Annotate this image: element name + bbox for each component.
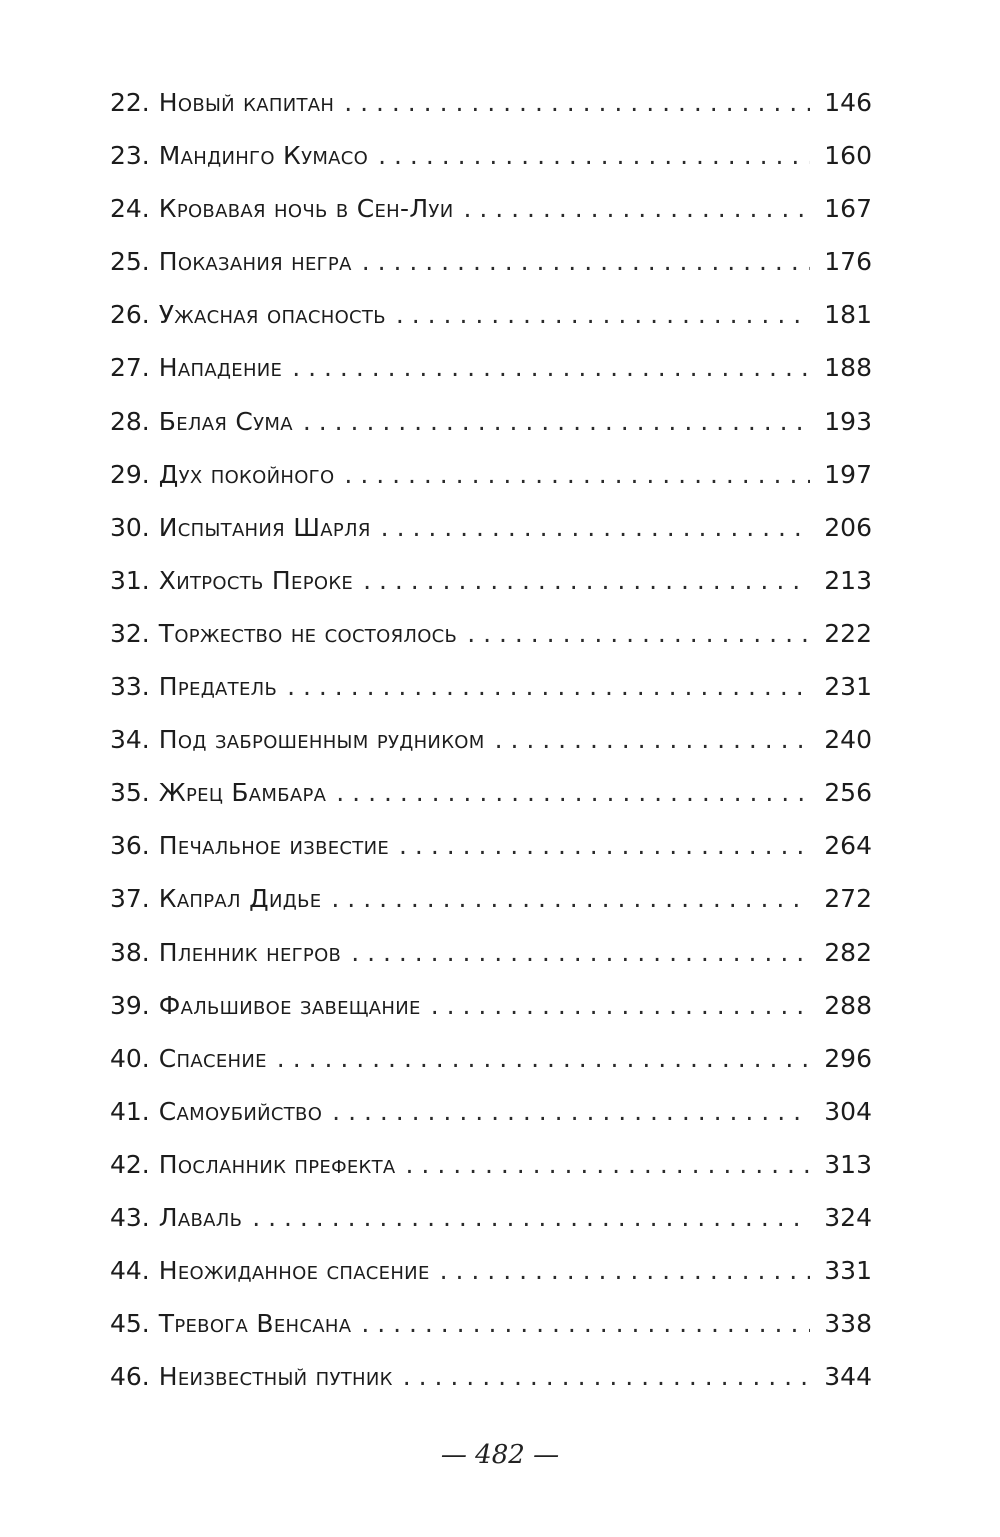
chapter-page-number: 167 [824,194,872,224]
dot-leader [378,129,810,182]
dot-leader [440,1244,811,1297]
chapter-page-number: 331 [824,1256,872,1286]
chapter-page-number: 313 [824,1149,872,1179]
chapter-number: 24. [110,194,150,224]
dot-leader [292,341,810,394]
chapter-number: 44. [110,1256,150,1286]
toc-entry [110,448,872,501]
toc-entry [110,766,872,819]
toc-entry [110,1085,872,1138]
chapter-title: Под заброшенным рудником [158,725,485,755]
dot-leader [287,660,810,713]
chapter-page-number: 344 [824,1362,872,1392]
chapter-title: Самоубийство [158,1096,323,1126]
chapter-number: 35. [110,778,150,808]
chapter-page-number: 282 [824,937,872,967]
dot-leader [277,1032,810,1085]
toc-entry [110,235,872,288]
dot-leader [331,872,810,925]
chapter-page-number: 146 [824,88,872,117]
chapter-page-number: 197 [824,459,872,489]
chapter-number: 43. [110,1202,150,1232]
toc-entry [110,872,872,925]
chapter-number: 32. [110,618,150,648]
toc-entry [110,1350,872,1403]
chapter-title: Пленник негров [158,937,342,967]
dot-leader [467,607,810,660]
dot-leader [344,76,810,129]
toc-entry [110,554,872,607]
chapter-title: Дух покойного [158,459,335,489]
chapter-page-number: 296 [824,1043,872,1073]
toc-entry [110,607,872,660]
dot-leader [336,766,810,819]
chapter-title: Нападение [158,353,283,383]
toc-entry [110,341,872,394]
chapter-title: Торжество не состоялось [158,618,458,648]
chapter-number: 46. [110,1362,150,1392]
chapter-title: Посланник префекта [158,1149,396,1179]
chapter-number: 37. [110,884,150,914]
toc-entry [110,1244,872,1297]
chapter-title: Предатель [158,672,278,702]
toc-entry [110,660,872,713]
toc-entry [110,713,872,766]
chapter-page-number: 193 [824,406,872,436]
chapter-number: 30. [110,512,150,542]
chapter-title: Новый капитан [158,88,335,117]
toc-entry [110,979,872,1032]
chapter-number: 28. [110,406,150,436]
dot-leader [361,1297,810,1350]
chapter-number: 41. [110,1096,150,1126]
dot-leader [406,1138,811,1191]
chapter-page-number: 272 [824,884,872,914]
dot-leader [396,288,810,341]
dot-leader [399,819,810,872]
chapter-title: Ужасная опасность [158,300,386,330]
dot-leader [252,1191,810,1244]
chapter-number: 26. [110,300,150,330]
chapter-page-number: 256 [824,778,872,808]
chapter-page-number: 222 [824,618,872,648]
dot-leader [303,395,810,448]
chapter-number: 38. [110,937,150,967]
chapter-page-number: 206 [824,512,872,542]
chapter-page-number: 231 [824,672,872,702]
chapter-page-number: 176 [824,247,872,277]
chapter-number: 25. [110,247,150,277]
toc-entry [110,76,872,129]
chapter-title: Лаваль [158,1202,243,1232]
chapter-title: Неожиданное спасение [158,1256,430,1286]
dot-leader [363,554,810,607]
toc-entry [110,501,872,554]
chapter-title: Тревога Венсана [158,1309,352,1339]
chapter-page-number: 160 [824,141,872,171]
chapter-title: Показания негра [158,247,352,277]
chapter-title: Неизвестный путник [158,1362,393,1392]
chapter-title: Капрал Дидье [158,884,322,914]
chapter-number: 34. [110,725,150,755]
chapter-page-number: 288 [824,990,872,1020]
chapter-page-number: 338 [824,1309,872,1339]
chapter-title: Спасение [158,1043,267,1073]
chapter-number: 33. [110,672,150,702]
dot-leader [344,448,810,501]
chapter-title: Хитрость Пероке [158,565,354,595]
dot-leader [332,1085,810,1138]
chapter-number: 36. [110,831,150,861]
chapter-title: Кровавая ночь в Сен-Луи [158,194,454,224]
toc-entry [110,926,872,979]
chapter-number: 45. [110,1309,150,1339]
toc-entry [110,395,872,448]
chapter-page-number: 213 [824,565,872,595]
dot-leader [495,713,811,766]
toc-entry [110,1297,872,1350]
dot-leader [351,926,810,979]
dot-leader [431,979,811,1032]
dot-leader [403,1350,811,1403]
chapter-page-number: 240 [824,725,872,755]
chapter-page-number: 188 [824,353,872,383]
chapter-number: 22. [110,88,150,117]
toc-entry [110,1191,872,1244]
chapter-page-number: 324 [824,1202,872,1232]
table-of-contents [110,76,872,1403]
toc-entry [110,1138,872,1191]
toc-entry [110,129,872,182]
chapter-title: Печальное известие [158,831,390,861]
chapter-title: Жрец Бамбара [158,778,327,808]
chapter-number: 29. [110,459,150,489]
dot-leader [463,182,810,235]
chapter-title: Белая Сума [158,406,293,436]
chapter-number: 31. [110,565,150,595]
chapter-title: Испытания Шарля [158,512,371,542]
toc-entry [110,182,872,235]
dot-leader [381,501,811,554]
dot-leader [362,235,811,288]
chapter-number: 40. [110,1043,150,1073]
toc-entry [110,819,872,872]
chapter-title: Фальшивое завещание [158,990,421,1020]
chapter-number: 39. [110,990,150,1020]
chapter-number: 23. [110,141,150,171]
chapter-number: 42. [110,1149,150,1179]
toc-entry [110,288,872,341]
toc-entry [110,1032,872,1085]
chapter-page-number: 181 [824,300,872,330]
chapter-page-number: 264 [824,831,872,861]
page-number: — 482 — [440,1440,560,1470]
chapter-title: Мандинго Кумасо [158,141,369,171]
chapter-number: 27. [110,353,150,383]
chapter-page-number: 304 [824,1096,872,1126]
